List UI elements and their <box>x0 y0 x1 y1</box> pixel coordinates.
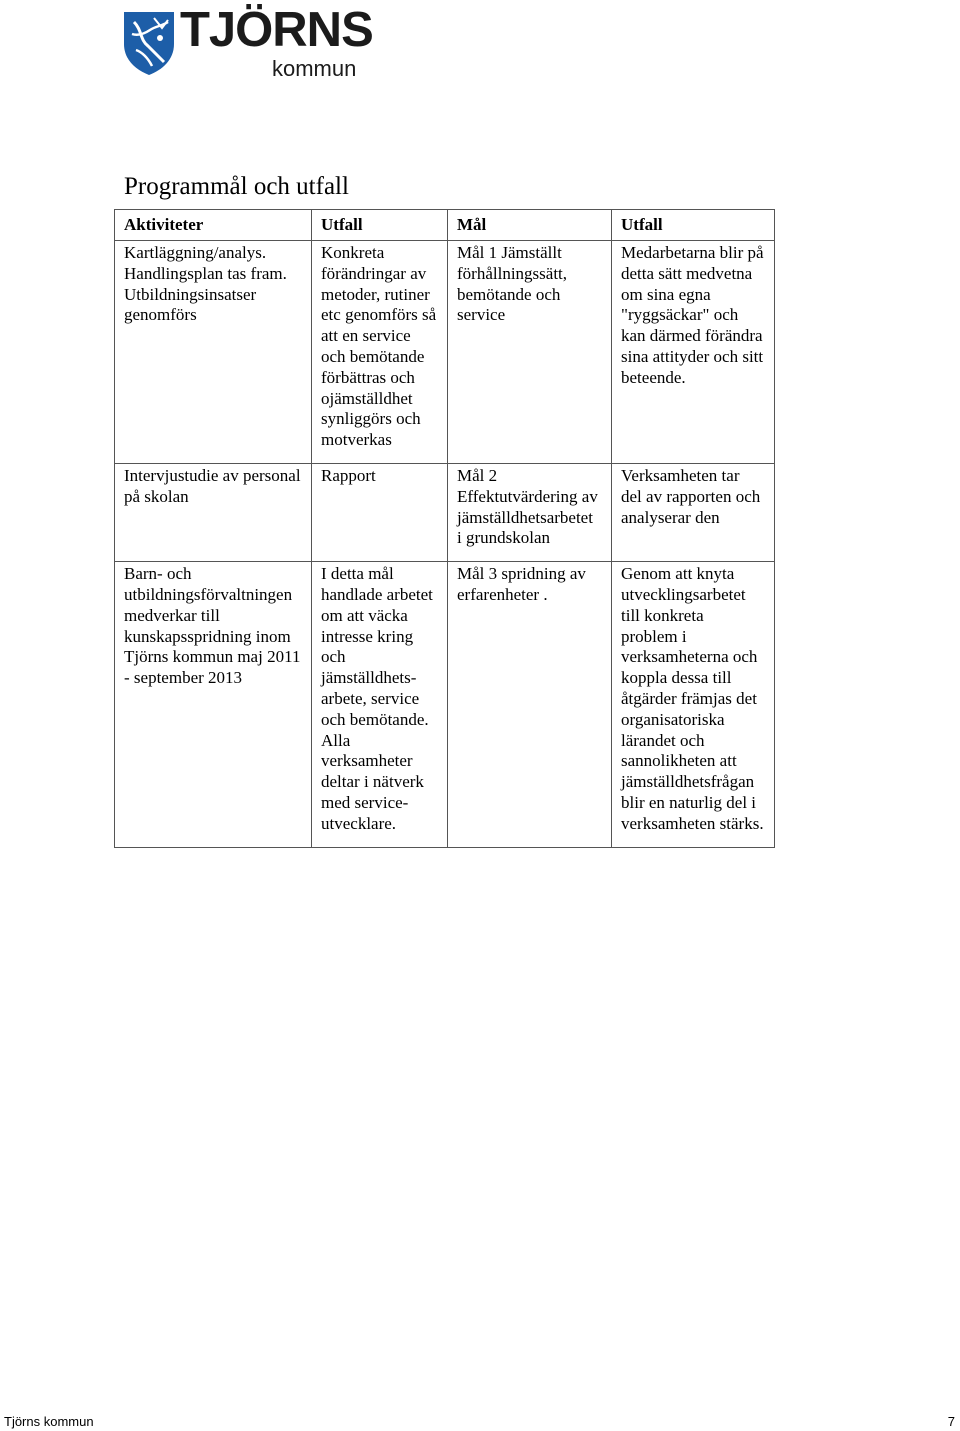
logo <box>122 3 373 81</box>
table-row <box>115 463 775 561</box>
footer-left: Tjörns kommun <box>4 1414 94 1429</box>
cell-utfall: Rapport <box>312 463 448 561</box>
program-table <box>114 209 775 848</box>
logo-name: TJÖRNS <box>180 3 373 57</box>
header-aktiviteter: Aktiviteter <box>115 210 312 241</box>
cell-aktivitet <box>115 562 312 847</box>
header-mal: Mål <box>448 210 612 241</box>
cell-aktivitet <box>115 463 312 561</box>
cell-line: Intervjustudie av personal på skolan <box>124 465 301 506</box>
table-header-row <box>115 210 775 241</box>
page-number: 7 <box>947 1414 955 1429</box>
cell-mal: Mål 3 spridning av erfarenheter . <box>448 562 612 847</box>
cell-line: Handlingsplan tas fram. <box>124 263 287 283</box>
table-row <box>115 562 775 847</box>
cell-utfall: Konkreta förändringar av metoder, rutiner etc genomförs så att en service och bemötande förbättras och ojämställdhet synliggörs och motverkas <box>312 241 448 464</box>
cell-utfall-2: Genom att knyta utvecklingsarbetet till konkreta problem i verksamheterna och koppla dessa till åtgärder främjas det organisatoriska lärandet och sannolikheten att jämställdhetsfrågan blir en naturlig del i verksamheten stärks. <box>612 562 775 847</box>
cell-aktivitet <box>115 241 312 464</box>
footer <box>0 1414 960 1430</box>
table-row <box>115 241 775 464</box>
cell-utfall-2: Verksamheten tar del av rapporten och analyserar den <box>612 463 775 561</box>
cell-utfall: I detta mål handlade arbetet om att väcka intresse kring och jämställdhets-arbete, service och bemötande. Alla verksamheter deltar i nätverk med service-utvecklare. <box>312 562 448 847</box>
header-utfall-2: Utfall <box>612 210 775 241</box>
cell-line: Barn- och utbildningsförvaltningen medverkar till kunskapsspridning inom Tjörns kommun maj 2011 - september 2013 <box>124 564 301 688</box>
logo-sub: kommun <box>272 56 357 81</box>
shield-icon <box>122 10 176 76</box>
section-title: Programmål och utfall <box>124 173 349 200</box>
cell-utfall-2: Medarbetarna blir på detta sätt medvetna om sina egna "ryggsäckar" och kan därmed förändra sina attityder och sitt beteende. <box>612 241 775 464</box>
cell-mal: Mål 1 Jämställt förhållningssätt, bemötande och service <box>448 241 612 464</box>
cell-mal: Mål 2 Effektutvärdering av jämställdhetsarbetet i grundskolan <box>448 463 612 561</box>
header-utfall: Utfall <box>312 210 448 241</box>
cell-line: Kartläggning/analys. <box>124 243 267 262</box>
cell-line: Utbildningsinsatser genomförs <box>124 284 257 325</box>
